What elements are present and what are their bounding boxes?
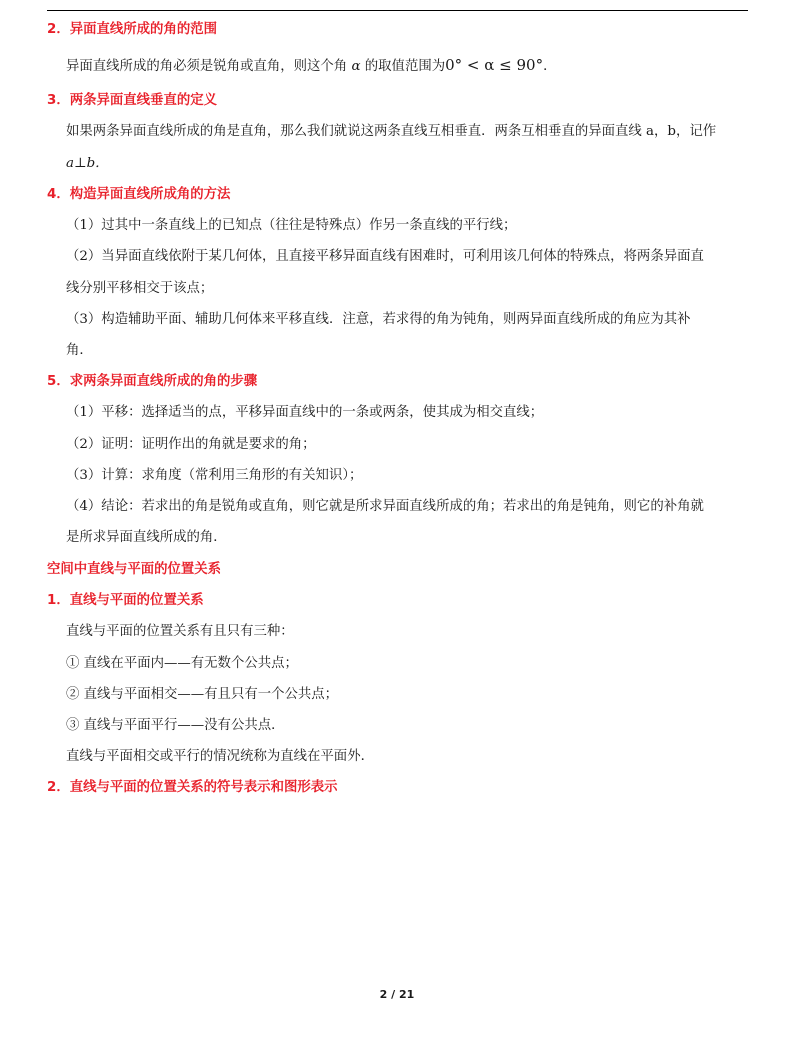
heading-angle-range: 2．异面直线所成的角的范围 (47, 22, 218, 37)
step-item-1: （1）平移：选择适当的点，平移异面直线中的一条或两条，使其成为相交直线； (66, 405, 544, 420)
text: 异面直线所成的角必须是锐角或直角，则这个角 (66, 59, 352, 74)
text: ． (543, 59, 557, 74)
paragraph-relation-intro: 直线与平面的位置关系有且只有三种： (66, 624, 294, 639)
heading-symbol-graph-representation: 2．直线与平面的位置关系的符号表示和图形表示 (47, 780, 338, 795)
method-item-3a: （3）构造辅助平面、辅助几何体来平移直线．注意，若求得的角为钝角，则两异面直线所成的角应为其补 (66, 312, 691, 327)
paragraph-relation-summary: 直线与平面相交或平行的情况统称为直线在平面外． (66, 749, 374, 764)
section-title-line-plane: 空间中直线与平面的位置关系 (47, 562, 222, 577)
heading-steps: 5．求两条异面直线所成的角的步骤 (47, 374, 258, 389)
relation-case-1: ① 直线在平面内——有无数个公共点； (66, 656, 298, 671)
paragraph-perpendicular-line1: 如果两条异面直线所成的角是直角，那么我们就说这两条直线互相垂直．两条互相垂直的异面直线 a，b，记作 (66, 124, 717, 139)
relation-case-2: ② 直线与平面相交——有且只有一个公共点； (66, 687, 339, 702)
page-number: 2 / 21 (379, 988, 415, 1001)
paragraph-angle-range (66, 56, 556, 76)
method-item-3b: 角． (66, 343, 93, 358)
method-item-1: （1）过其中一条直线上的已知点（往往是特殊点）作另一条直线的平行线； (66, 218, 517, 233)
alpha-symbol: α (351, 59, 361, 74)
range-formula: 0° < α ≤ 90° (445, 56, 544, 74)
heading-perpendicular-definition: 3．两条异面直线垂直的定义 (47, 93, 218, 108)
paragraph-perpendicular-line2: a⊥b． (66, 156, 109, 171)
step-item-4b: 是所求异面直线所成的角． (66, 530, 227, 545)
method-item-2a: （2）当异面直线依附于某几何体，且直接平移异面直线有困难时，可利用该几何体的特殊点，将两条异面直 (66, 249, 704, 264)
method-item-2b: 线分别平移相交于该点； (66, 281, 214, 296)
relation-case-3: ③ 直线与平面平行——没有公共点． (66, 718, 285, 733)
heading-line-plane-relation: 1．直线与平面的位置关系 (47, 593, 204, 608)
text: 的取值范围为 (360, 59, 446, 74)
step-item-3: （3）计算：求角度（常利用三角形的有关知识）； (66, 468, 363, 483)
heading-construct-method: 4．构造异面直线所成角的方法 (47, 187, 231, 202)
step-item-4a: （4）结论：若求出的角是锐角或直角，则它就是所求异面直线所成的角；若求出的角是钝角，则它的补角就 (66, 499, 704, 514)
step-item-2: （2）证明：证明作出的角就是要求的角； (66, 437, 316, 452)
header-rule (47, 10, 748, 11)
